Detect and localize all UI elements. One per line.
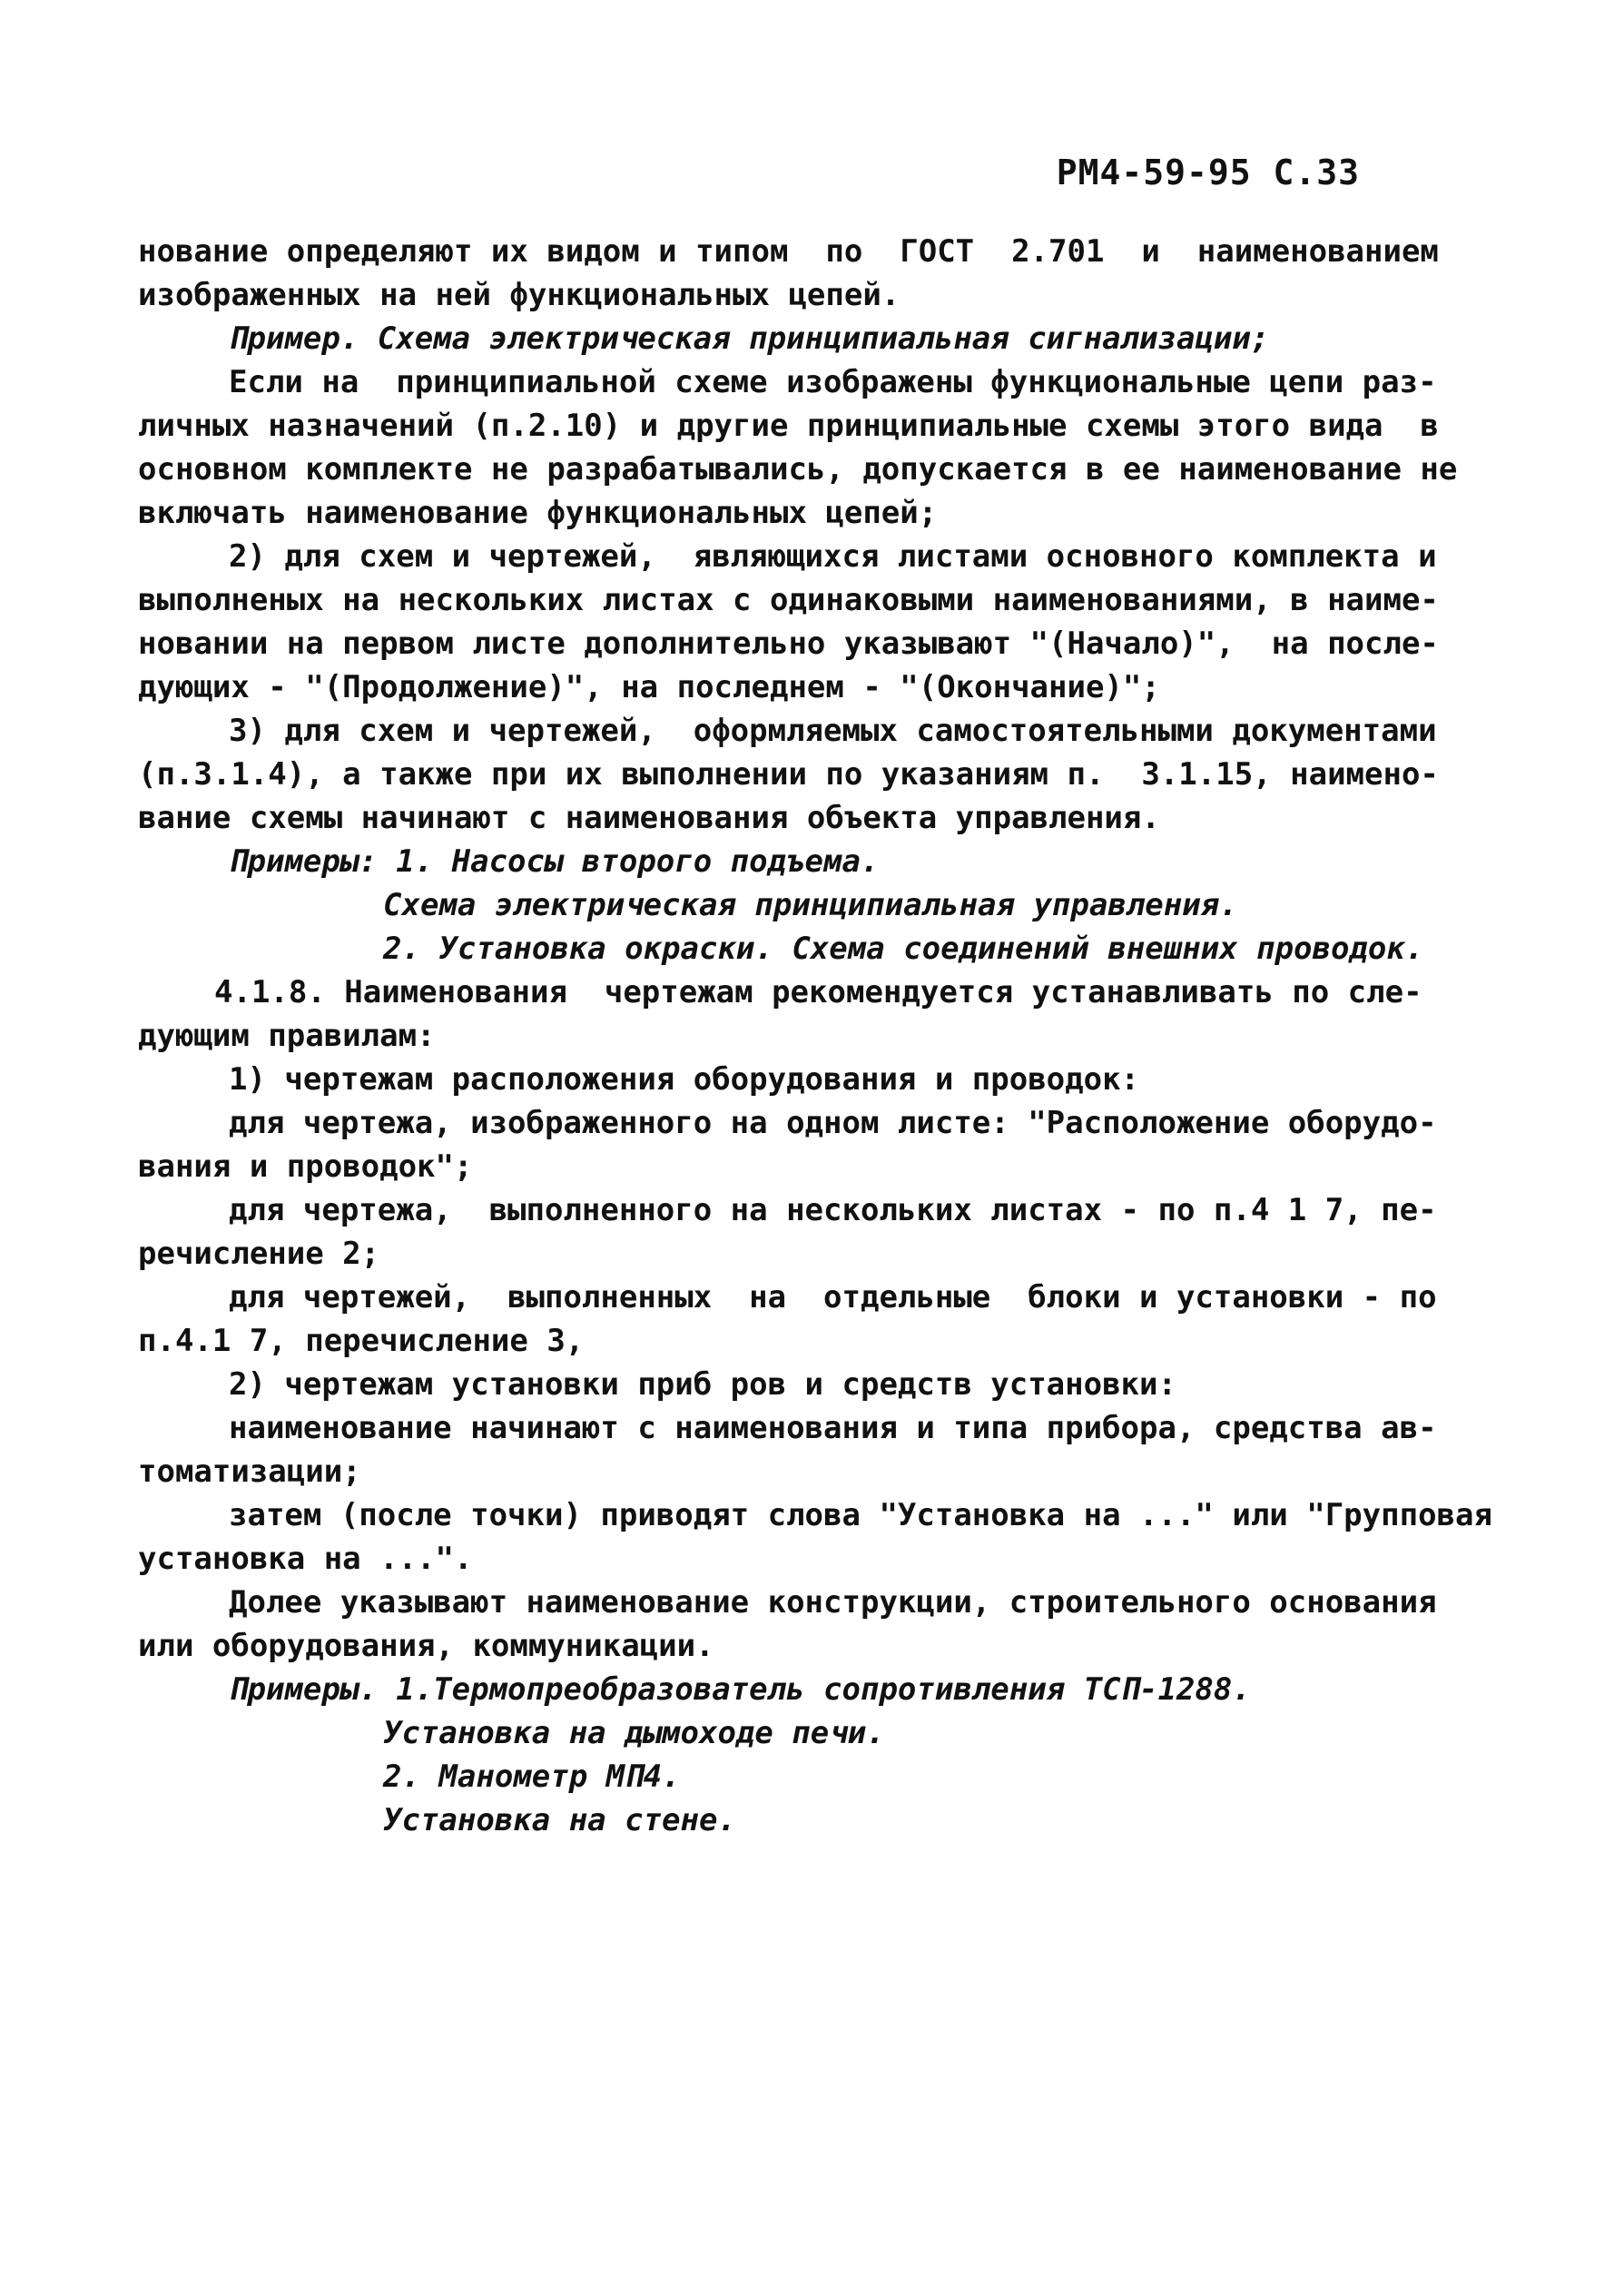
text-line: 1) чертежам расположения оборудования и проводок: bbox=[229, 1061, 1140, 1098]
text-line: изображенных на ней функциональных цепей. bbox=[138, 277, 901, 313]
text-line: новании на первом листе дополнительно указывают "(Начало)", на после- bbox=[138, 626, 1439, 662]
example-line: 2. Установка окраски. Схема соединений внешних проводок. bbox=[383, 931, 1424, 967]
text-line: установка на ...". bbox=[138, 1541, 473, 1577]
page-header-code: РМ4-59-95 С.33 bbox=[1056, 153, 1360, 192]
text-line: основном комплекте не разрабатывались, допускается в ее наименование не bbox=[138, 451, 1458, 488]
text-line: томатизации; bbox=[138, 1453, 361, 1490]
text-line: 3) для схем и чертежей, оформляемых самостоятельными документами bbox=[229, 713, 1437, 749]
text-line: Если на принципиальной схеме изображены функциональные цепи раз- bbox=[229, 364, 1437, 400]
text-line: затем (после точки) приводят слова "Установка на ..." или "Групповая bbox=[229, 1497, 1492, 1533]
example-line: Пример. Схема электрическая принципиальная сигнализации; bbox=[229, 320, 1270, 357]
example-line: Установка на стене. bbox=[383, 1802, 736, 1838]
text-line: включать наименование функциональных цепей; bbox=[138, 495, 938, 531]
text-line: дующим правилам: bbox=[138, 1018, 436, 1054]
example-line: 2. Манометр МП4. bbox=[383, 1759, 681, 1795]
text-line: наименование начинают с наименования и типа прибора, средства ав- bbox=[229, 1410, 1437, 1446]
text-line: (п.3.1.4), а также при их выполнении по указаниям п. 3.1.15, наимено- bbox=[138, 756, 1439, 793]
text-line: для чертежа, выполненного на нескольких листах - по п.4 1 7, пе- bbox=[229, 1192, 1437, 1228]
text-line: 2) чертежам установки приб ров и средств установки: bbox=[229, 1366, 1176, 1403]
example-line: Схема электрическая принципиальная управления. bbox=[383, 887, 1238, 923]
text-line: п.4.1 7, перечисление 3, bbox=[138, 1323, 585, 1359]
example-line: Примеры. 1.Термопреобразователь сопротивления ТСП-1288. bbox=[229, 1671, 1251, 1708]
text-line: Долее указывают наименование конструкции, строительного основания bbox=[229, 1584, 1437, 1621]
example-line: Примеры: 1. Насосы второго подъема. bbox=[229, 843, 880, 880]
text-line: вание схемы начинают с наименования объекта управления. bbox=[138, 800, 1160, 836]
text-line: личных назначений (п.2.10) и другие принципиальные схемы этого вида в bbox=[138, 408, 1439, 444]
text-line: речисление 2; bbox=[138, 1236, 380, 1272]
text-line: вания и проводок"; bbox=[138, 1148, 473, 1185]
text-line: для чертежей, выполненных на отдельные блоки и установки - по bbox=[229, 1279, 1437, 1315]
text-line: нование определяют их видом и типом по ГОСТ 2.701 и наименованием bbox=[138, 233, 1439, 270]
text-line: для чертежа, изображенного на одном листе: "Расположение оборудо- bbox=[229, 1105, 1437, 1141]
text-line: выполненых на нескольких листах с одинаковыми наименованиями, в наиме- bbox=[138, 582, 1439, 618]
example-line: Установка на дымоходе печи. bbox=[383, 1715, 885, 1751]
text-line: или оборудования, коммуникации. bbox=[138, 1628, 714, 1664]
text-line: 4.1.8. Наименования чертежам рекомендуется устанавливать по сле- bbox=[214, 974, 1422, 1010]
text-line: дующих - "(Продолжение)", на последнем - "(Окончание)"; bbox=[138, 669, 1160, 705]
text-line: 2) для схем и чертежей, являющихся листами основного комплекта и bbox=[229, 538, 1437, 575]
